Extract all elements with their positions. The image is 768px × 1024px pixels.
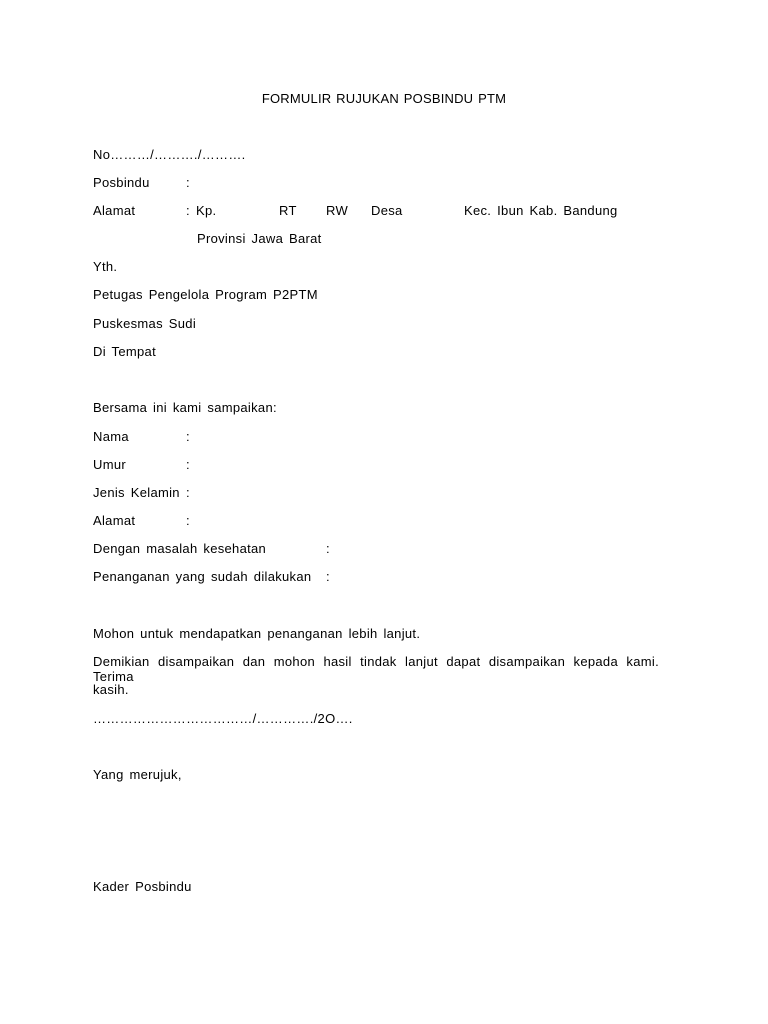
masalah-label: Dengan masalah kesehatan	[93, 541, 267, 556]
umur-colon: :	[186, 457, 190, 472]
penanganan-label: Penanganan yang sudah dilakukan	[93, 569, 312, 584]
posbindu-colon: :	[186, 175, 190, 190]
referrer-label: Yang merujuk,	[93, 767, 182, 782]
nama-label: Nama	[93, 429, 129, 444]
alamat-pasien-label: Alamat	[93, 513, 136, 528]
alamat-rt: RT	[279, 203, 297, 218]
date-line: ………………………………/…………./2O….	[93, 711, 353, 726]
jenis-kelamin-label: Jenis Kelamin	[93, 485, 180, 500]
recipient-petugas: Petugas Pengelola Program P2PTM	[93, 287, 318, 302]
alamat-colon: :	[186, 203, 190, 218]
closing-paragraph-line1: Demikian disampaikan dan mohon hasil tindak lanjut dapat disampaikan kepada kami. Terima	[93, 654, 659, 684]
recipient-yth: Yth.	[93, 259, 118, 274]
alamat-rw: RW	[326, 203, 349, 218]
reference-number: No………/………./……….	[93, 147, 246, 162]
alamat-pasien-colon: :	[186, 513, 190, 528]
nama-colon: :	[186, 429, 190, 444]
recipient-puskesmas: Puskesmas Sudi	[93, 316, 197, 331]
alamat-provinsi: Provinsi Jawa Barat	[197, 231, 322, 246]
umur-label: Umur	[93, 457, 126, 472]
alamat-label: Alamat	[93, 203, 136, 218]
recipient-tempat: Di Tempat	[93, 344, 156, 359]
posbindu-label: Posbindu	[93, 175, 150, 190]
patient-intro: Bersama ini kami sampaikan:	[93, 400, 277, 415]
alamat-kp: Kp.	[196, 203, 217, 218]
alamat-desa: Desa	[371, 203, 403, 218]
alamat-kecamatan: Kec. Ibun Kab. Bandung	[464, 203, 618, 218]
form-title: FORMULIR RUJUKAN POSBINDU PTM	[261, 91, 507, 106]
penanganan-colon: :	[326, 569, 330, 584]
signature-label: Kader Posbindu	[93, 879, 192, 894]
jenis-kelamin-colon: :	[186, 485, 190, 500]
closing-request: Mohon untuk mendapatkan penanganan lebih lanjut.	[93, 626, 421, 641]
masalah-colon: :	[326, 541, 330, 556]
closing-paragraph-line2: kasih.	[93, 682, 129, 697]
